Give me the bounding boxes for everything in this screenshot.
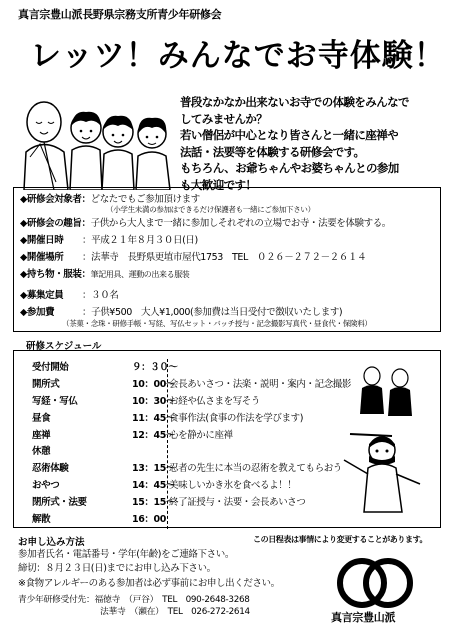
intro-line: 普段なかなか出来ないお寺での体験をみんなで [180,95,409,109]
intro-line: も大歓迎です！ [180,177,257,192]
schedule-event: 解散 [32,514,51,525]
date-label: ◆開催日時 [20,235,64,246]
schedule-desc: お経や仏さまを写そう [169,396,261,407]
schedule-time: 13：15～ [132,463,176,474]
intro-line: もちろん、お爺ちゃんやお婆ちゃんとの参加 [180,161,399,176]
schedule-change-note: この日程表は事情により変更することがあります。 [253,535,428,544]
apply-line: 締切：８月２３日(日)までにお申し込み下さい。 [18,563,216,575]
date-value: ：平成２１年８月３０日(日) [82,235,198,246]
info-box [13,187,441,332]
schedule-time: 10：30～ [132,396,176,407]
contact-info [18,594,250,618]
page-title: レッツ！みんなでお寺体験！ [30,38,446,74]
schedule-event: 忍術体験 [32,463,69,474]
fee-note: （茶菓・念珠・研修手帳・写経、写仏セット・バッチ授与・記念撮影写真代・昼食代・保険料） [62,319,372,328]
sect-name: 真言宗豊山派 [331,611,396,624]
target-value: どなたでもご参加頂けます [90,194,200,205]
schedule-event: おやつ [32,480,60,491]
schedule-desc: 忍者の先生に本当の忍術を教えてもらおう [169,463,342,474]
fee-label: ◆参加費 [20,307,55,318]
contact-label: 青少年研修受付先： [18,595,95,605]
items-label: ◆持ち物・服装： [20,269,91,280]
place-value: ：法華寺 長野県更埴市屋代1753 TEL ０２６－２７２－２６１４ [82,252,367,263]
schedule-time: 11：45～ [132,413,176,424]
purpose-row [20,215,391,229]
org-name: 真言宗豊山派長野県宗務支所青少年研修会 [18,8,222,21]
purpose-value: 子供から大人まで一緒に参加しそれぞれの立場でお寺・法要を体験する。 [90,218,391,229]
schedule-time: 12：45～ [132,430,176,441]
intro-line: してみませんか？ [180,111,268,126]
schedule-event: 閉所式・法要 [32,497,87,508]
place-label: ◆開催場所 [20,252,64,263]
target-row [20,191,200,205]
fee-value: ：子供¥500 大人¥1,000(参加費は当日受付で徴収いたします) [82,307,343,318]
intro-line: 法話・法要等を体験する研修会です。 [180,144,365,159]
schedule-desc: 会長あいさつ・法楽・説明・案内・記念撮影 [169,379,352,390]
schedule-desc: 食事作法(食事の作法を学びます) [169,413,304,424]
schedule-event: 休憩 [32,446,51,457]
intro-text [180,94,448,194]
place-row [20,249,366,263]
schedule-event: 開所式 [32,379,60,390]
date-row [20,232,198,246]
schedule-title: 研修スケジュール [26,341,102,352]
schedule-desc: 美味しいかき氷を食べるよ！！ [169,480,297,491]
purpose-label: ◆研修会の趣旨： [20,218,91,229]
schedule-event: 受付開始 [32,362,69,373]
capacity-label: ◆募集定員 [20,290,64,301]
schedule-time: 10：00～ [132,379,176,390]
apply-line: 参加者氏名・電話番号・学年(年齢)をご連絡下さい。 [18,549,234,560]
capacity-value: ：３０名 [82,290,119,301]
sect-crest-icon [332,556,418,610]
items-value: 筆記用具、運動の出来る服装 [90,270,190,279]
target-label: ◆研修会対象者： [20,194,91,205]
schedule-time: 16：00 [132,514,166,525]
apply-line: ※食物アレルギーのある参加者は必ず事前にお申し出ください。 [18,577,280,589]
contact-line-1: 福徳寺 （戸谷） TEL 090-2648-3268 [94,595,250,605]
target-note: （小学生未満の参加はできるだけ保護者も一緒にご参加下さい） [106,205,315,214]
schedule-event: 写経・写仏 [32,396,78,407]
schedule-desc: 心を静かに座禅 [169,430,233,441]
schedule-event: 昼食 [32,413,51,424]
schedule-time: 15：15～ [132,497,176,508]
intro-line: 若い僧侶が中心となり皆さんと一緒に座禅や [180,128,398,143]
contact-line-2: 法華寺 （瀬在） TEL 026-272-2614 [100,607,250,617]
schedule-time: 14：45～ [132,480,176,491]
monk-children-illustration [14,82,176,190]
apply-title: お申し込み方法 [18,537,85,548]
ninja-illustration [330,364,430,514]
schedule-desc: 終了証授与・法要・会長あいさつ [169,497,306,508]
schedule-time: ９：３０～ [132,362,178,373]
schedule-event: 座禅 [32,430,51,441]
apply-instructions [18,548,280,591]
fee-row [20,304,342,318]
capacity-row [20,287,118,301]
items-row [20,266,189,280]
